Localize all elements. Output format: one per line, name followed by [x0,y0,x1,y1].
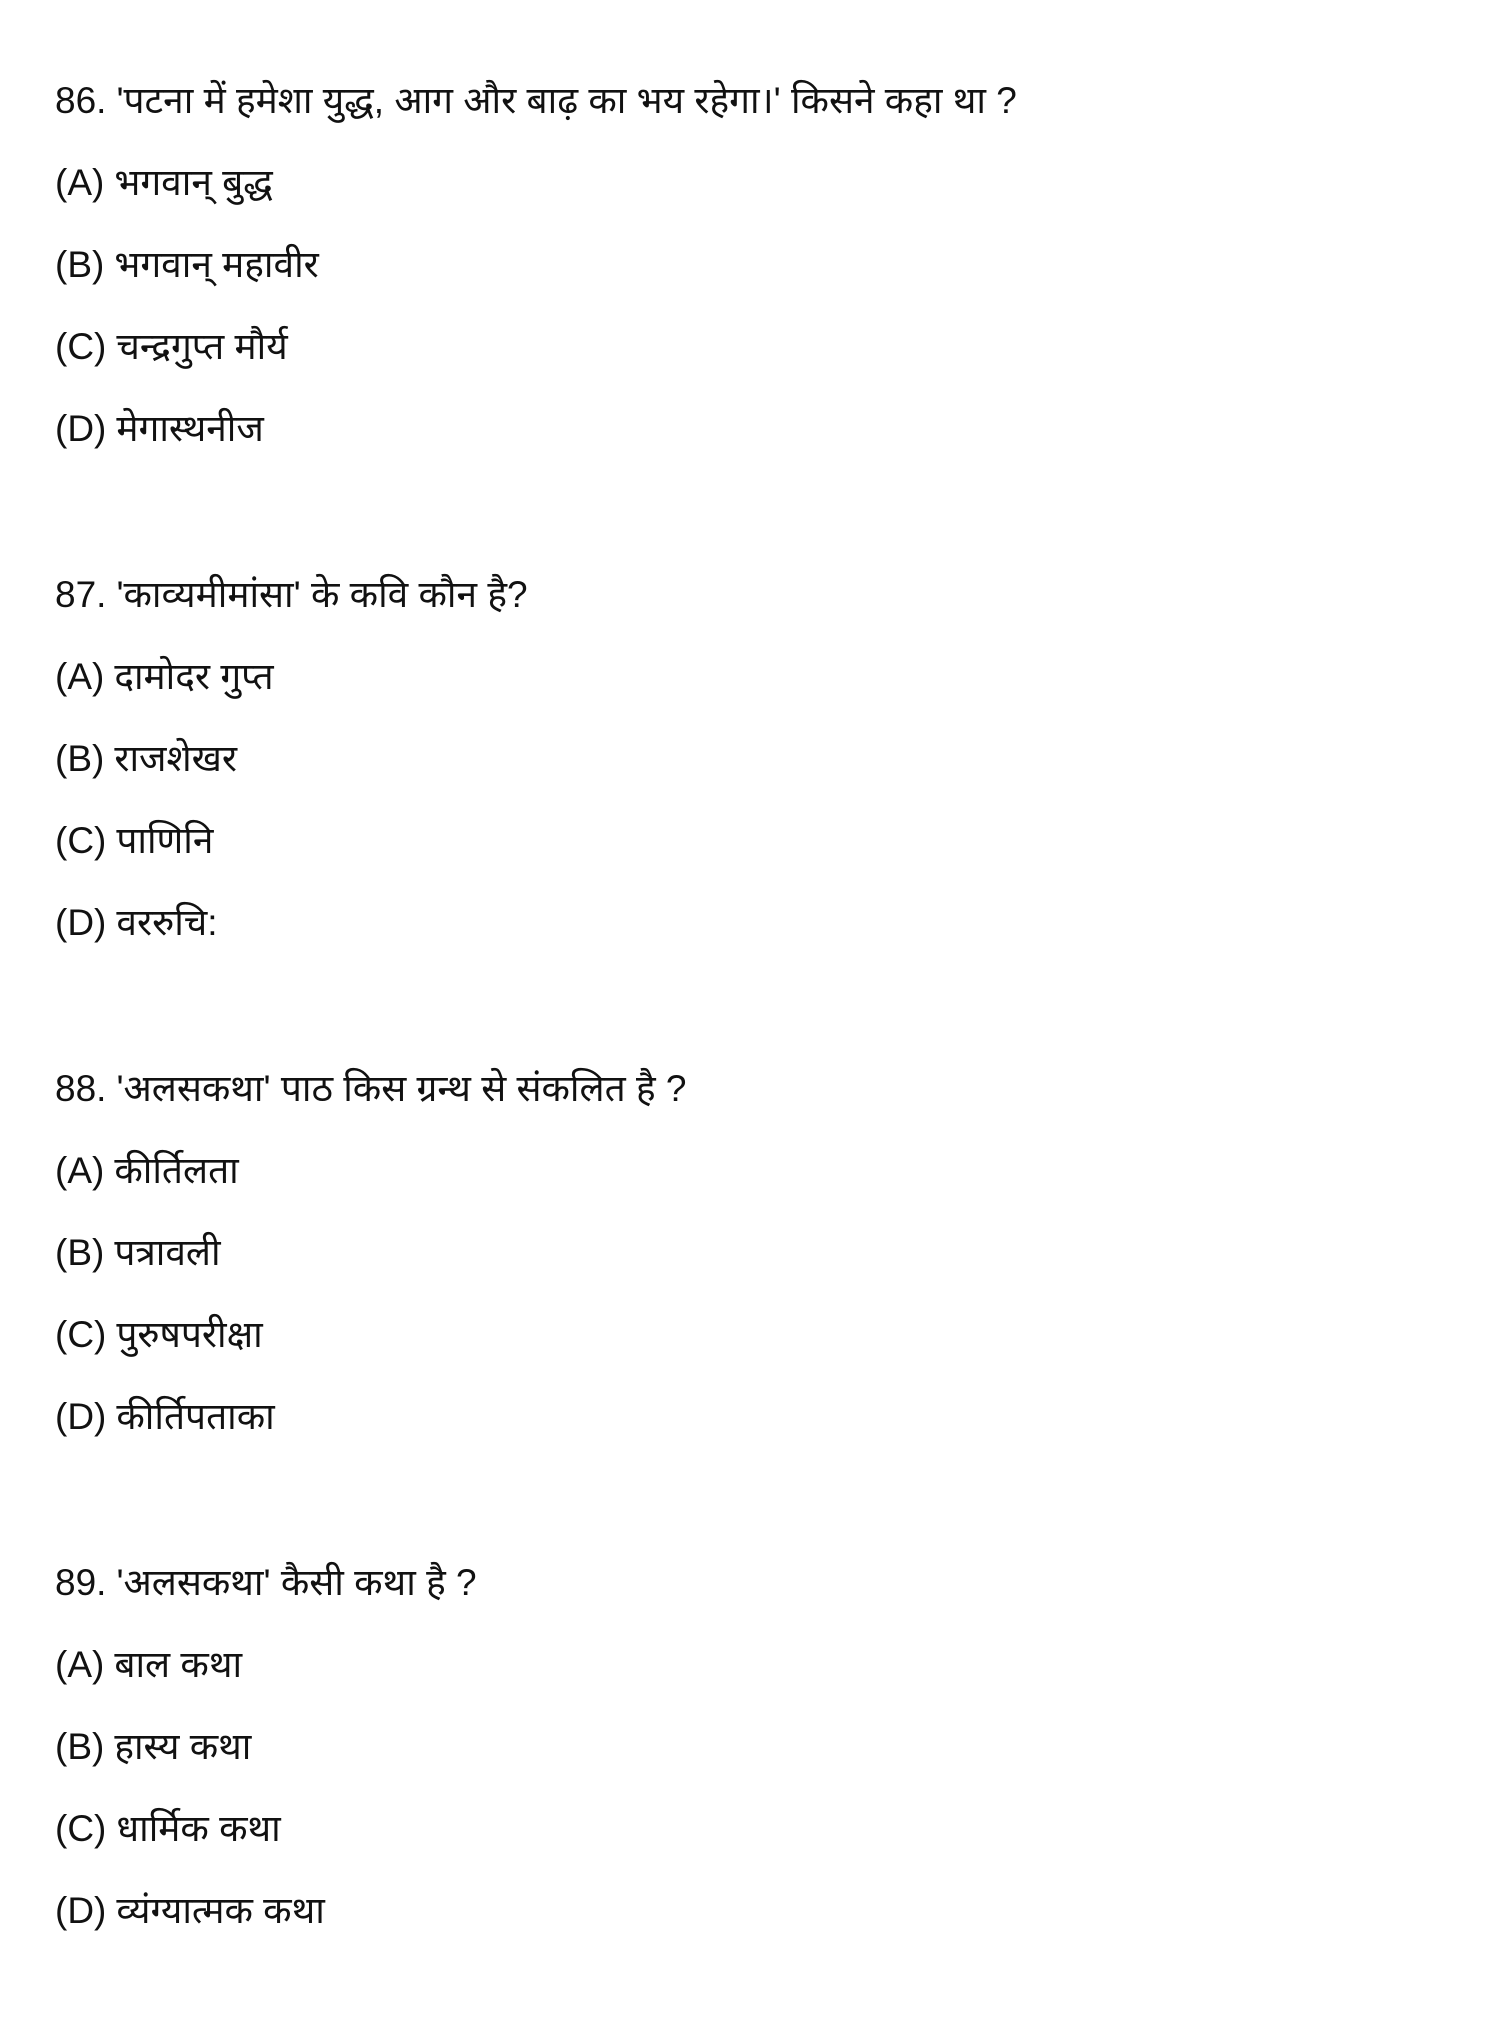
option-text: कीर्तिपताका [116,1396,275,1437]
answer-option [55,882,1465,964]
answer-option [55,1294,1465,1376]
option-text: दामोदर गुप्त [114,656,274,697]
answer-option [55,1376,1465,1458]
option-text: मेगास्थनीज [116,408,264,449]
answer-option [55,388,1465,470]
option-text: पत्रावली [114,1232,221,1273]
option-label: (D) [55,1890,107,1931]
option-text: पुरुषपरीक्षा [116,1314,263,1355]
answer-option [55,1130,1465,1212]
option-label: (D) [55,1396,107,1437]
question-number: 87. [55,574,107,615]
option-label: (C) [55,326,107,367]
option-label: (C) [55,1314,107,1355]
answer-option [55,142,1465,224]
answer-option [55,306,1465,388]
option-text: राजशेखर [114,738,238,779]
answer-option [55,718,1465,800]
question-block [55,1542,1465,1952]
option-label: (A) [55,162,105,203]
answer-option [55,800,1465,882]
option-label: (C) [55,820,107,861]
option-label: (D) [55,902,107,943]
question-block [55,554,1465,964]
option-label: (C) [55,1808,107,1849]
question-text [55,554,1465,636]
option-label: (B) [55,244,105,285]
option-label: (B) [55,1726,105,1767]
option-label: (A) [55,1644,105,1685]
option-text: चन्द्रगुप्त मौर्य [116,326,288,367]
option-label: (D) [55,408,107,449]
question-number: 89. [55,1562,107,1603]
option-label: (B) [55,738,105,779]
option-text: पाणिनि [116,820,214,861]
question-stem: 'पटना में हमेशा युद्ध, आग और बाढ़ का भय रहेगा।' किसने कहा था ? [116,80,1017,121]
question-text [55,1542,1465,1624]
question-text [55,1048,1465,1130]
answer-option [55,636,1465,718]
option-label: (B) [55,1232,105,1273]
answer-option [55,1870,1465,1952]
answer-option [55,1706,1465,1788]
option-text: हास्य कथा [114,1726,252,1767]
question-block [55,60,1465,470]
question-block [55,1048,1465,1458]
option-text: बाल कथा [114,1644,243,1685]
question-stem: 'अलसकथा' कैसी कथा है ? [116,1562,477,1603]
option-text: वररुचि: [116,902,218,943]
answer-option [55,224,1465,306]
question-stem: 'काव्यमीमांसा' के कवि कौन है? [116,574,528,615]
question-sheet [55,60,1465,2036]
answer-option [55,1212,1465,1294]
question-number: 86. [55,80,107,121]
question-text [55,60,1465,142]
option-label: (A) [55,656,105,697]
question-number: 88. [55,1068,107,1109]
option-text: भगवान् बुद्ध [114,162,273,203]
answer-option [55,1788,1465,1870]
question-stem: 'अलसकथा' पाठ किस ग्रन्थ से संकलित है ? [116,1068,687,1109]
option-text: भगवान् महावीर [114,244,319,285]
option-text: धार्मिक कथा [116,1808,281,1849]
option-label: (A) [55,1150,105,1191]
answer-option [55,1624,1465,1706]
option-text: कीर्तिलता [114,1150,239,1191]
option-text: व्यंग्यात्मक कथा [116,1890,325,1931]
